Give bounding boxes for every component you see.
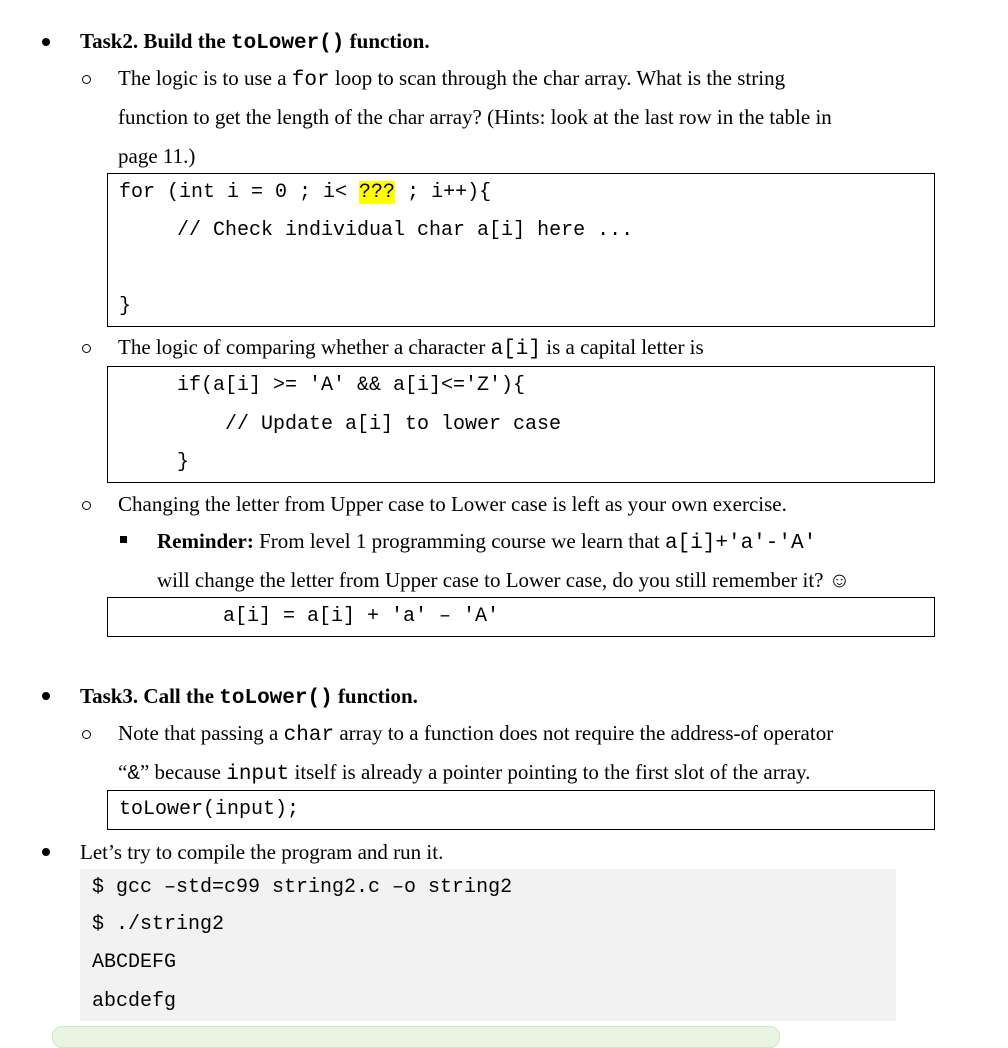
inline-code: a[i]+'a'-'A': [664, 532, 817, 555]
task3-heading-code: toLower(): [219, 687, 333, 710]
task2-item1-line3: page 11.): [118, 144, 196, 168]
sub-bullet: [82, 344, 91, 353]
text: The logic is to use a: [118, 66, 292, 90]
next-block-edge: [52, 1026, 780, 1048]
run-text: Let’s try to compile the program and run it.: [80, 840, 444, 864]
text: ” because: [139, 760, 227, 784]
task2-heading-prefix: Task2. Build the: [80, 29, 231, 53]
text: loop to scan through the char array. What is the string: [329, 66, 786, 90]
bullet-run: [42, 848, 50, 856]
sub-bullet: [82, 75, 91, 84]
task2-item1-line1: [118, 66, 785, 93]
inline-code: char: [283, 724, 335, 747]
inline-code: a[i]: [490, 338, 541, 361]
code1-line2: // Check individual char a[i] here ...: [129, 219, 634, 242]
task2-heading-code: toLower(): [230, 32, 345, 55]
text: “: [118, 760, 128, 784]
code2-line1: if(a[i] >= 'A' && a[i]<='Z'){: [177, 374, 526, 397]
sub-bullet: [82, 501, 91, 510]
bullet-task3: [42, 692, 50, 700]
task2-heading-suffix: function.: [344, 29, 430, 53]
highlighted-placeholder: ???: [359, 181, 396, 204]
reminder-label: Reminder:: [157, 529, 254, 553]
task3-heading: [80, 684, 418, 711]
sub-bullet: [82, 730, 91, 739]
text: array to a function does not require the address-of operator: [334, 721, 834, 745]
task2-heading: [80, 29, 430, 56]
terminal-line: $ ./string2: [92, 913, 225, 936]
inline-code: input: [226, 763, 290, 786]
code1-line1: [119, 181, 491, 205]
text: is a capital letter is: [541, 335, 704, 359]
bullet-task2: [42, 38, 50, 46]
task3-heading-suffix: function.: [332, 684, 418, 708]
code2-line2: // Update a[i] to lower case: [189, 413, 562, 436]
task3-item1-line1: [118, 721, 833, 748]
code3-line1: a[i] = a[i] + 'a' – 'A': [223, 605, 500, 628]
terminal-line: abcdefg: [92, 990, 177, 1013]
inline-code: &: [127, 763, 140, 786]
terminal-line: ABCDEFG: [92, 951, 177, 974]
terminal-line: $ gcc –std=c99 string2.c –o string2: [92, 876, 513, 899]
text: Note that passing a: [118, 721, 284, 745]
code2-line3: }: [177, 451, 190, 474]
task2-item3: Changing the letter from Upper case to Lower case is left as your own exercise.: [118, 492, 787, 516]
task2-item2: [118, 335, 704, 362]
task3-item1-line2: [118, 760, 810, 787]
reminder-line2: will change the letter from Upper case to Lower case, do you still remember it? ☺: [157, 568, 851, 592]
code-text: for (int i = 0 ; i<: [119, 181, 360, 204]
inline-code: for: [291, 69, 330, 92]
code1-line3: }: [119, 295, 132, 318]
text: itself is already a pointer pointing to the first slot of the array.: [289, 760, 811, 784]
text: The logic of comparing whether a character: [118, 335, 491, 359]
code-call-line1: toLower(input);: [119, 798, 300, 821]
task3-heading-prefix: Task3. Call the: [80, 684, 220, 708]
sub-sub-bullet: [120, 536, 127, 543]
code-text: ; i++){: [395, 181, 492, 204]
text: From level 1 programming course we learn that: [253, 529, 665, 553]
task2-item1-line2: function to get the length of the char array? (Hints: look at the last row in the table in: [118, 105, 832, 129]
reminder-line1: [157, 529, 816, 556]
